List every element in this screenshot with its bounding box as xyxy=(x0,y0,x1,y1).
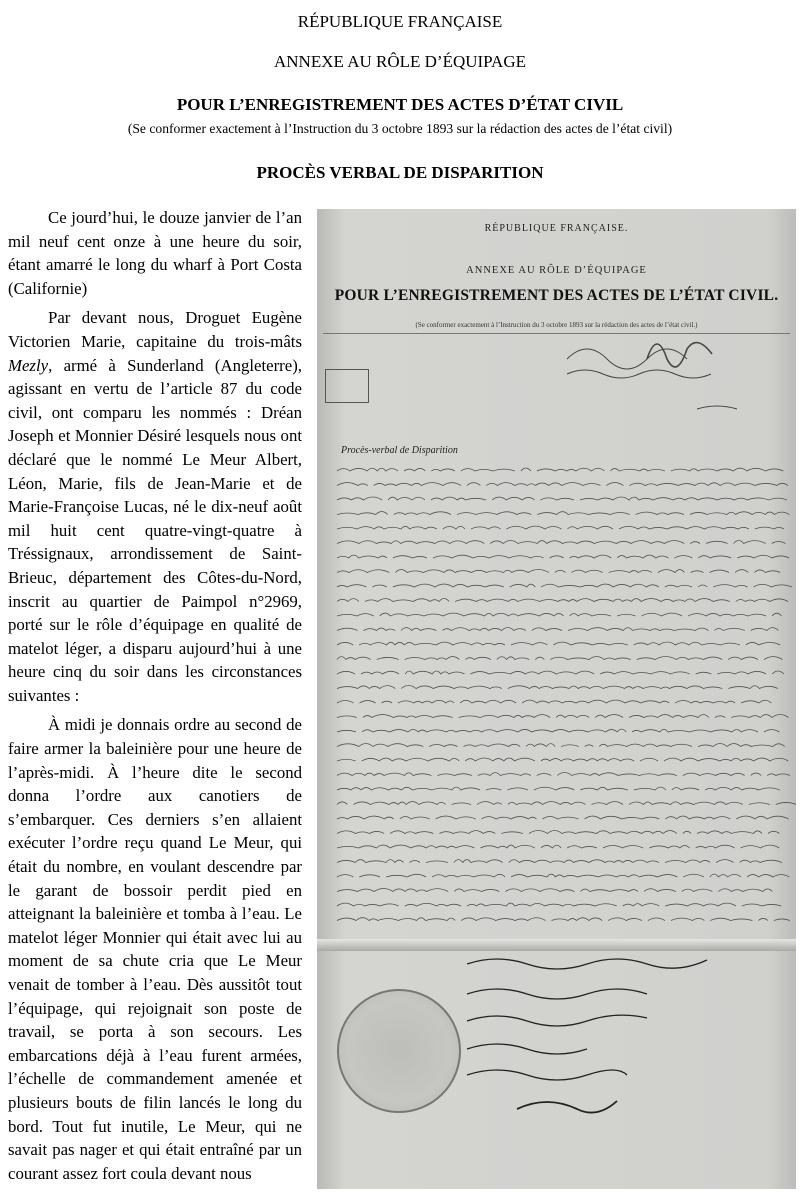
handwriting-line xyxy=(337,671,790,674)
header-annexe: ANNEXE AU RÔLE D’ÉQUIPAGE xyxy=(274,52,526,71)
scan-republique: RÉPUBLIQUE FRANÇAISE. xyxy=(484,223,629,234)
handwriting-line xyxy=(337,787,780,790)
scan-title: POUR L’ENREGISTREMENT DES ACTES DE L’ÉTAT CIVIL. xyxy=(334,287,779,304)
scanned-document-image xyxy=(317,209,796,1189)
handwriting-line xyxy=(337,860,782,863)
handwriting-line xyxy=(337,642,780,645)
scan-annexe: ANNEXE AU RÔLE D’ÉQUIPAGE xyxy=(466,265,647,276)
handwriting-line xyxy=(337,918,790,921)
handwriting-line xyxy=(337,584,792,587)
handwriting-line xyxy=(337,889,778,892)
handwriting-line xyxy=(337,599,788,602)
transcription-paragraph-1: Ce jourd’hui, le douze janvier de l’an mil neuf cent onze à une heure du soir, étant amarré le long du wharf à Port Costa (Californie) xyxy=(8,208,302,298)
handwriting-line xyxy=(337,700,777,703)
ship-name: Mezly xyxy=(8,355,49,375)
transcription-paragraph-3: À midi je donnais ordre au second de faire armer la baleinière pour une heure de l’après-midi. À l’heure dite le second donna l’ordre aux canotiers de s’embarquer. Ces derniers s’en allaient exécuter l’ordre reçu quand Le Meur, qui était du nombre, en voulant descendre par le garant de bossoir perdit pied en atteignant la baleinière et tomba à l’eau. Le matelot léger Monnier qui était avec lui au moment de sa chute cria que Le Meur venait de tomber à l’eau. Dès aussitôt tout l’équipage, qui rejoignait son poste de travail, se porta à son secours. Les embarcations déjà à l’eau furent armées, l’échelle de commandement amenée et plusieurs bouts de filin lancés le long du bord. Tout fut inutile, Le Meur, qui ne savait pas nager et qui était entraîné par un courant assez fort coula devant nous xyxy=(8,715,302,1183)
handwriting-line xyxy=(337,468,783,471)
handwriting-line xyxy=(337,845,779,848)
header-instruction: (Se conformer exactement à l’Instruction du 3 octobre 1893 sur la rédaction des actes de l’état civil) xyxy=(127,121,673,136)
scan-page-fold xyxy=(317,939,796,951)
paragraph-2-rest: , armé à Sunderland (Angleterre), agissant en vertu de l’article 87 du code civil, ont comparu les nommés : Dréan Joseph et Monnier Désiré lesquels nous ont déclaré que le nommé Le Meur Albert, Léon, Marie, fils de Jean-Marie et de Marie-Françoise Lucas, né le dix-neuf août mil huit cent quatre-vingt-quatre à Tréssignaux, arrondissement de Saint-Brieuc, département des Côtes-du-Nord, inscrit au quartier de Paimpol n°2969, porté sur le rôle d’équipage en qualité de matelot léger, a disparu aujourd’hui à une heure cinq du soir dans les circonstances suivantes : xyxy=(8,355,302,705)
handwriting-line xyxy=(337,715,789,718)
handwriting-line xyxy=(337,555,795,558)
handwriting-line xyxy=(337,512,789,515)
handwriting-line xyxy=(337,497,787,500)
handwriting-line xyxy=(337,758,788,761)
header-republique: RÉPUBLIQUE FRANÇAISE xyxy=(297,12,503,31)
transcription-paragraph-2 xyxy=(8,306,302,707)
handwriting-line xyxy=(337,657,789,660)
handwriting-line xyxy=(337,874,795,877)
handwriting-line xyxy=(337,526,784,529)
handwriting-line xyxy=(337,802,796,805)
transcription-column xyxy=(8,206,302,1191)
handwriting-line xyxy=(337,831,779,834)
header-title: POUR L’ENREGISTREMENT DES ACTES D’ÉTAT CIVIL xyxy=(176,95,624,114)
handwriting-line xyxy=(337,903,787,906)
handwriting-line xyxy=(337,483,794,486)
handwriting-line xyxy=(337,816,795,819)
scan-proces-verbal: Procès-verbal de Disparition xyxy=(341,445,458,456)
handwriting-line xyxy=(337,744,791,747)
handwriting-line xyxy=(337,686,784,689)
handwriting-line xyxy=(337,541,785,544)
handwriting-line xyxy=(337,628,778,631)
handwriting-line xyxy=(337,773,790,776)
paragraph-2-start: Par devant nous, Droguet Eugène Victorien Marie, capitaine du trois-mâts xyxy=(8,308,302,351)
handwriting-line xyxy=(337,570,780,573)
handwriting-line xyxy=(337,613,782,616)
document-title: PROCÈS VERBAL DE DISPARITION xyxy=(256,163,544,182)
handwriting-line xyxy=(337,729,779,732)
consulate-seal xyxy=(337,989,461,1113)
scan-instruction: (Se conformer exactement à l’Instruction du 3 octobre 1893 sur la rédaction des actes de l’état civil.) xyxy=(415,321,698,329)
